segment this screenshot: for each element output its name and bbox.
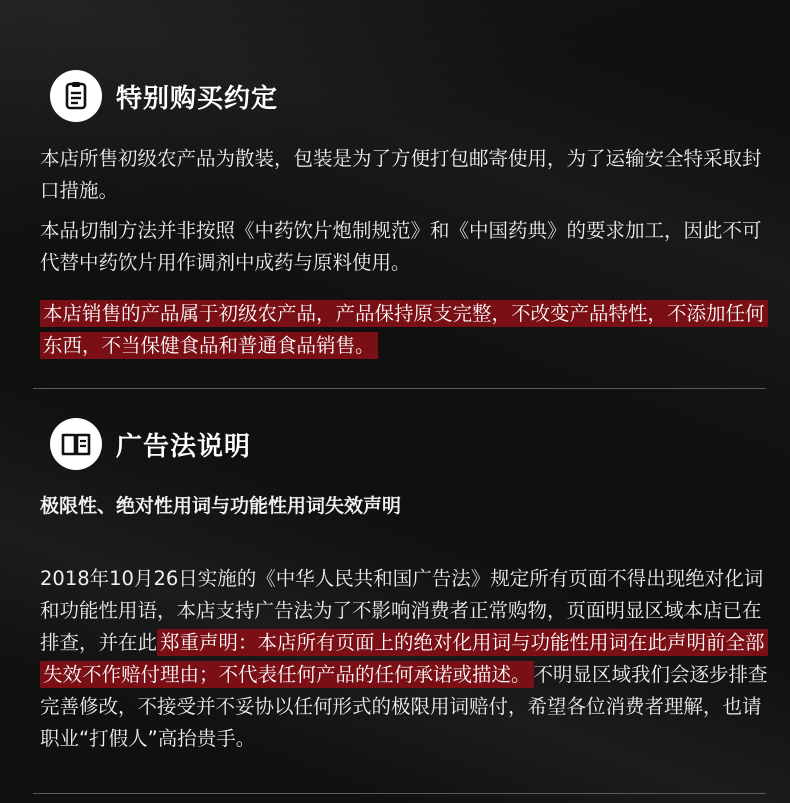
section-title: 广告法说明 — [116, 431, 252, 462]
statement-intro: 2018年10月26日实施的《中华人民共和国广告法》规定所有页面不得出现绝对化词和功能性用语，本店支持广告法为了不影响消费者正常购物，页面明显区域本店已在排查，并在此 — [40, 567, 764, 654]
paragraph-highlight-notice — [40, 298, 766, 362]
statement-outro: 不明显区域我们会逐步排查完善修改，不接受并不妥协以任何形式的极限用词赔付，希望各位消费者理解，也请职业“打假人”高抬贵手。 — [40, 663, 768, 750]
section-title: 特别购买约定 — [116, 83, 279, 114]
section-header-ad-law — [50, 418, 251, 470]
bottom-divider — [33, 793, 766, 794]
highlighted-statement: 本店销售的产品属于初级农产品，产品保持原支完整，不改变产品特性，不添加任何东西，不当保健食品和普通食品销售。 — [40, 300, 768, 359]
paragraph-ad-law-statement — [40, 563, 768, 755]
paragraph-packaging: 本店所售初级农产品为散装，包装是为了方便打包邮寄使用，为了运输安全特采取封口措施。 — [40, 147, 762, 202]
paragraph-processing: 本品切制方法并非按照《中药饮片炮制规范》和《中国药典》的要求加工，因此不可代替中药饮片用作调剂中成药与原料使用。 — [40, 219, 762, 274]
section-divider — [33, 388, 766, 389]
section-header-purchase-terms — [50, 70, 278, 122]
open-book-icon — [50, 418, 102, 470]
subtitle-disclaimer: 极限性、绝对性用词与功能性用词失效声明 — [40, 495, 402, 517]
highlighted-declaration: 郑重声明：本店所有页面上的绝对化用词与功能性用词在此声明前全部失效不作赔付理由；不代表任何产品的任何承诺或描述。 — [40, 629, 768, 688]
document-list-icon — [50, 70, 102, 122]
